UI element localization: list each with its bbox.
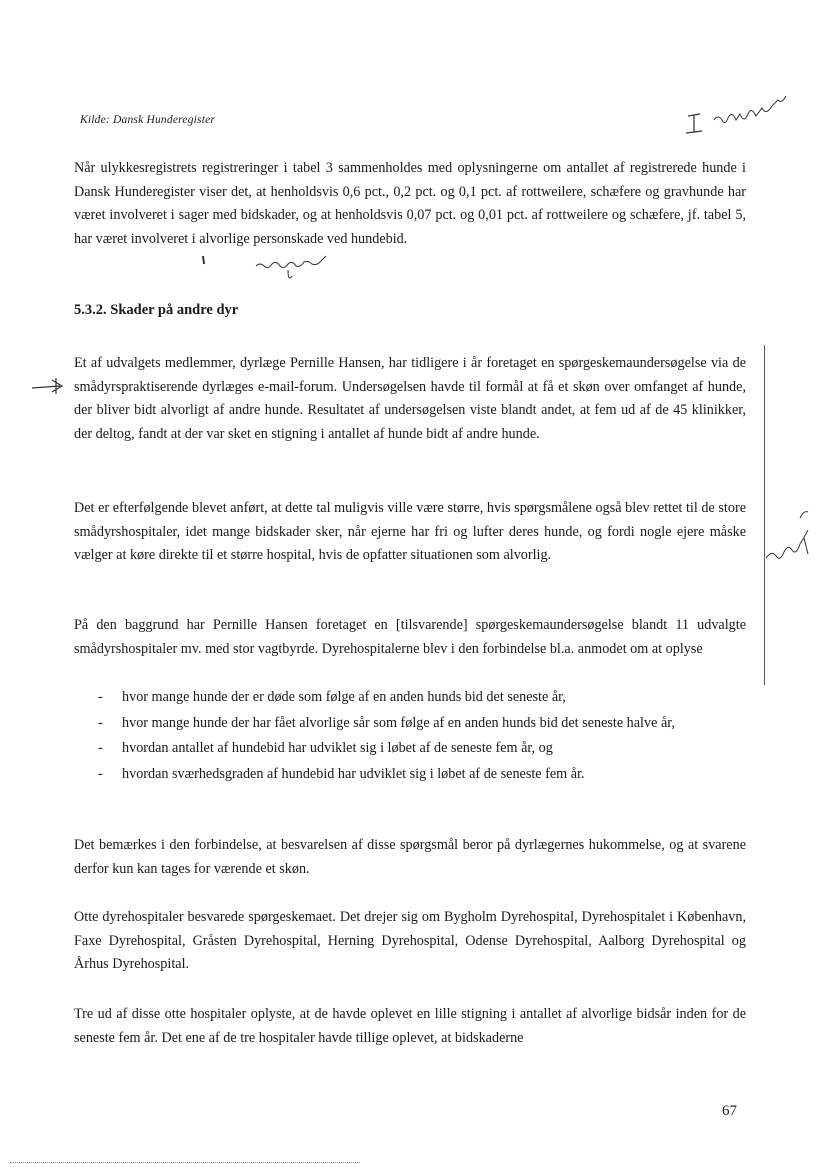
bullet-item: - hvordan sværhedsgraden af hundebid har udviklet sig i løbet af de seneste fem år.: [74, 763, 746, 787]
paragraph-4: På den baggrund har Pernille Hansen foretaget en [tilsvarende] spørgeskemaundersøgelse blandt 11 udvalgte smådyrshospitaler mv. med stor vagtbyrde. Dyrehospitalerne blev i den forbindelse bl.a. anmodet om at oplyse: [74, 617, 746, 657]
handwritten-arrow-left: [30, 376, 70, 396]
paragraph-2: Et af udvalgets medlemmer, dyrlæge Pernille Hansen, har tidligere i år foretaget en spørgeskemaundersøgelse via de smådyrspraktiserende dyrlæges e-mail-forum. Undersøgelsen havde til formål at få et skøn over omfanget af hunde, der bliver bidt alvorligt af andre hunde. Resultatet af undersøgelsen viste blandt andet, at fem ud af de 45 klinikker, der deltog, fandt at der var sket en stigning i antallet af hunde bidt af andre hunde.: [74, 355, 746, 442]
section-heading: 5.3.2. Skader på andre dyr: [74, 302, 239, 318]
paragraph-5: Det bemærkes i den forbindelse, at besvarelsen af disse spørgsmål beror på dyrlægernes hukommelse, og at svarene derfor kun kan tages for værende et skøn.: [74, 837, 746, 877]
paragraph-3: Det er efterfølgende blevet anført, at dette tal muligvis ville være større, hvis spørgsmålene også blev rettet til de store smådyrshospitaler, idet mange bidskader sker, når ejerne har fri og lufter deres hunde, og fordi nogle ejere måske vælger at køre direkte til et større hospital, hvis de opfatter situationen som alvorlig.: [74, 500, 746, 563]
handwritten-annotation-top-right: [672, 96, 822, 136]
paragraph-1: Når ulykkesregistrets registreringer i tabel 3 sammenholdes med oplysningerne om antallet af registrerede hunde i Dansk Hunderegister viser det, at henholdsvis 0,6 pct., 0,2 pct. og 0,1 pct. af rottweilere, schæfere og gravhunde har været involveret i sager med bidskader, og at henholdsvis 0,07 pct. og 0,01 pct. af rottweilere og schæfere, jf. tabel 5, har været involveret i alvorlige personskade ved hundebid.: [74, 160, 746, 247]
handwritten-margin-note: [760, 498, 816, 578]
bullet-marker: -: [98, 714, 103, 731]
bullet-marker: -: [98, 740, 103, 756]
paragraph-6: Otte dyrehospitaler besvarede spørgeskemaet. Det drejer sig om Bygholm Dyrehospital, Dyrehospitalet i København, Faxe Dyrehospital, Gråsten Dyrehospital, Herning Dyrehospital, Odense Dyrehospital, Aalborg Dyrehospital og Århus Dyrehospital.: [74, 909, 746, 972]
source-caption: Kilde: Dansk Hunderegister: [80, 114, 216, 126]
bullet-item: - hvor mange hunde der har fået alvorlige sår som følge af en anden hunds bid det seneste halve år,: [74, 712, 746, 736]
bullet-marker: -: [98, 765, 103, 782]
scan-artifact-line: [10, 1162, 360, 1164]
bullet-item: - hvor mange hunde der er døde som følge af en anden hunds bid det seneste år,: [74, 686, 746, 710]
bullet-item: - hvordan antallet af hundebid har udviklet sig i løbet af de seneste fem år, og: [74, 737, 746, 761]
paragraph-7: Tre ud af disse otte hospitaler oplyste, at de havde oplevet en lille stigning i antallet af alvorlige bidsår inden for de seneste fem år. Det ene af de tre hospitaler havde tillige oplevet, at bidskaderne: [74, 1006, 746, 1046]
handwritten-annotation-inline: [198, 254, 348, 288]
bullet-marker: -: [98, 689, 103, 705]
page-number: 67: [722, 1103, 737, 1119]
bullet-list: [74, 686, 746, 788]
